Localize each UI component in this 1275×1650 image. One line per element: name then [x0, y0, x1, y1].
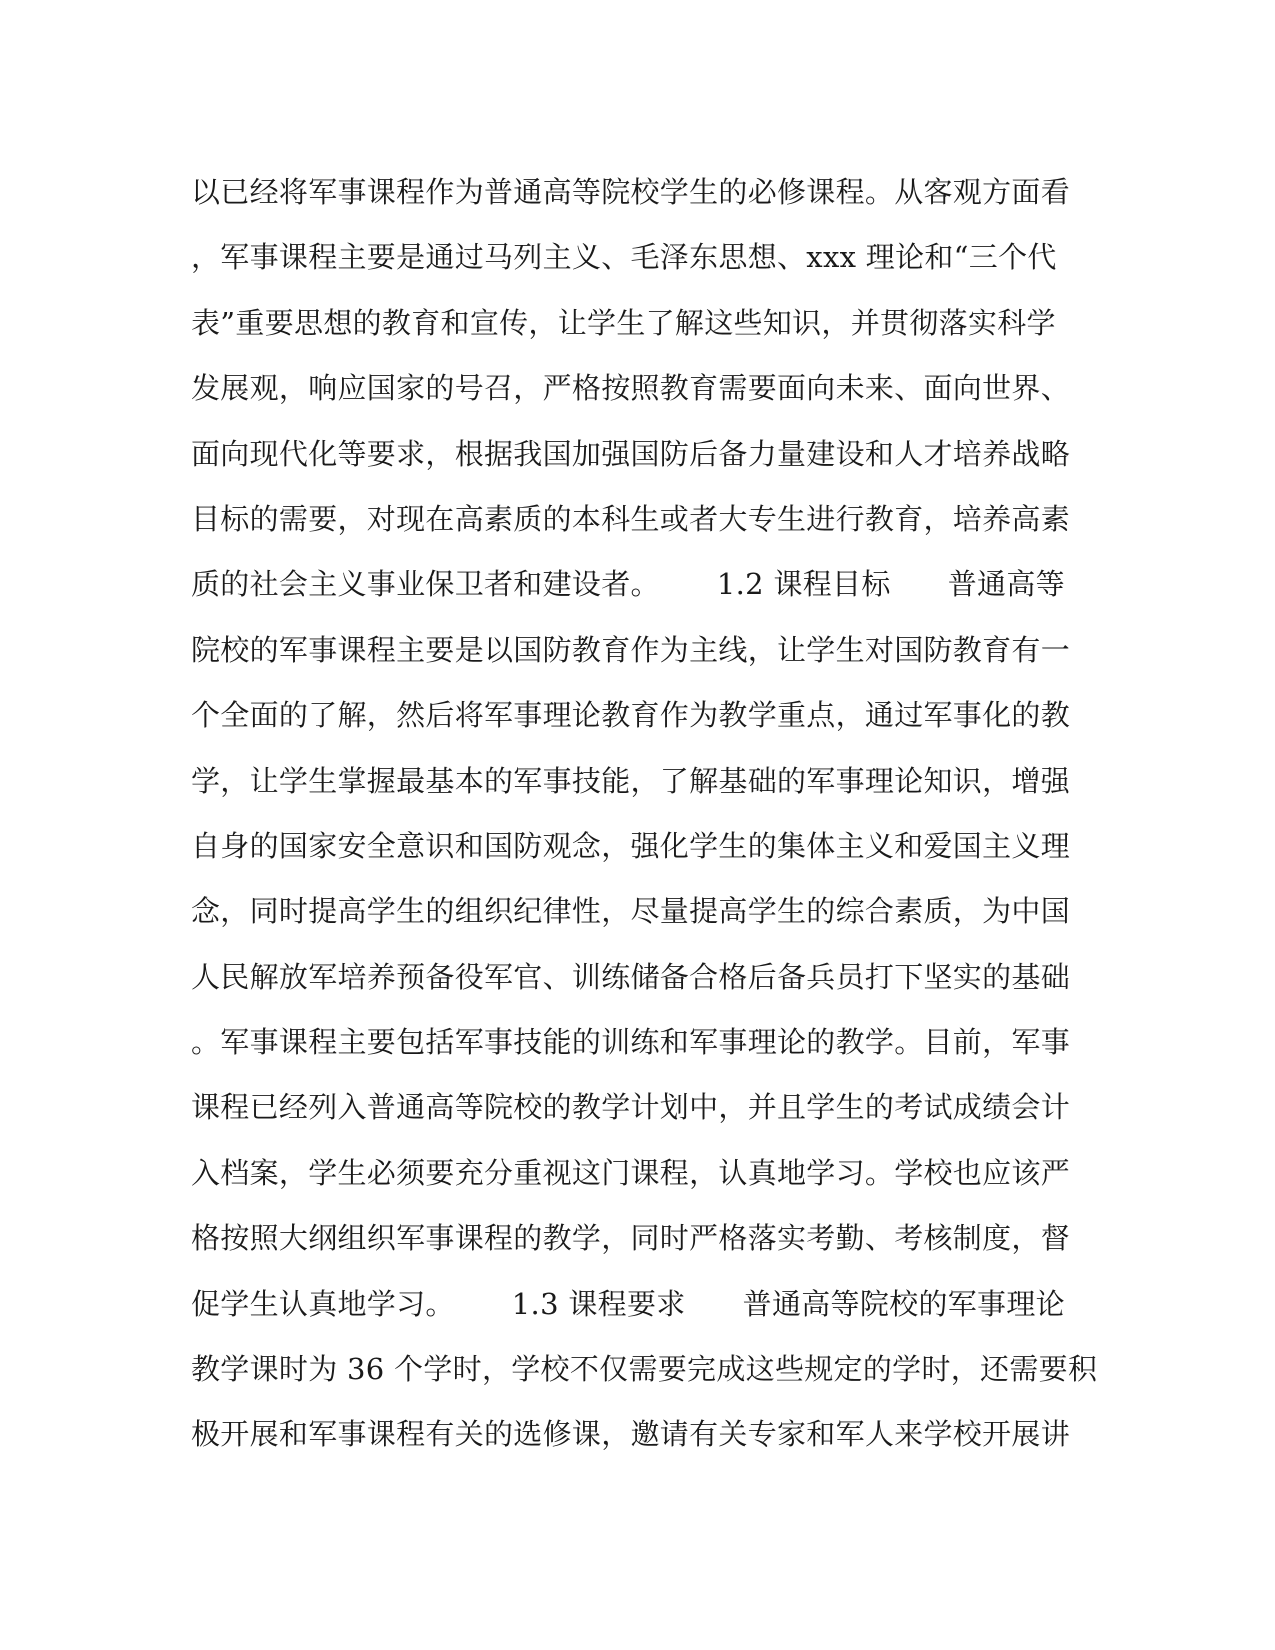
- text-line-6: 目标的需要，对现在高素质的本科生或者大专生进行教育，培养高素: [191, 501, 1071, 536]
- text-line-14: 。军事课程主要包括军事技能的训练和军事理论的教学。目前，军事: [191, 1025, 1071, 1060]
- text-line-18: 促学生认真地学习。 1.3 课程要求 普通高等院校的军事理论: [191, 1286, 1065, 1321]
- text-line-3: 表”重要思想的教育和宣传，让学生了解这些知识，并贯彻落实科学: [191, 305, 1056, 340]
- body-text: [191, 160, 1098, 1468]
- text-line-12: 念，同时提高学生的组织纪律性，尽量提高学生的综合素质，为中国: [191, 894, 1071, 929]
- text-line-7: 质的社会主义事业保卫者和建设者。 1.2 课程目标 普通高等: [191, 567, 1065, 602]
- text-line-19: 教学课时为 36 个学时，学校不仅需要完成这些规定的学时，还需要积: [191, 1352, 1098, 1387]
- text-line-20: 极开展和军事课程有关的选修课，邀请有关专家和军人来学校开展讲: [191, 1417, 1071, 1452]
- text-line-15: 课程已经列入普通高等院校的教学计划中，并且学生的考试成绩会计: [191, 1090, 1071, 1125]
- text-line-1: 以已经将军事课程作为普通高等院校学生的必修课程。从客观方面看: [191, 175, 1071, 209]
- text-line-5: 面向现代化等要求，根据我国加强国防后备力量建设和人才培养战略: [191, 436, 1071, 471]
- text-line-4: 发展观，响应国家的号召，严格按照教育需要面向未来、面向世界、: [191, 371, 1071, 406]
- text-line-10: 学，让学生掌握最基本的军事技能，了解基础的军事理论知识，增强: [191, 763, 1071, 798]
- text-line-8: 院校的军事课程主要是以国防教育作为主线，让学生对国防教育有一: [191, 632, 1071, 667]
- text-line-11: 自身的国家安全意识和国防观念，强化学生的集体主义和爱国主义理: [191, 828, 1071, 863]
- text-line-16: 入档案，学生必须要充分重视这门课程，认真地学习。学校也应该严: [191, 1155, 1071, 1190]
- text-line-17: 格按照大纲组织军事课程的教学，同时严格落实考勤、考核制度，督: [191, 1221, 1071, 1256]
- text-line-13: 人民解放军培养预备役军官、训练储备合格后备兵员打下坚实的基础: [191, 959, 1071, 994]
- text-line-2: ，军事课程主要是通过马列主义、毛泽东思想、xxx 理论和“三个代: [191, 240, 1057, 275]
- text-line-9: 个全面的了解，然后将军事理论教育作为教学重点，通过军事化的教: [191, 698, 1071, 733]
